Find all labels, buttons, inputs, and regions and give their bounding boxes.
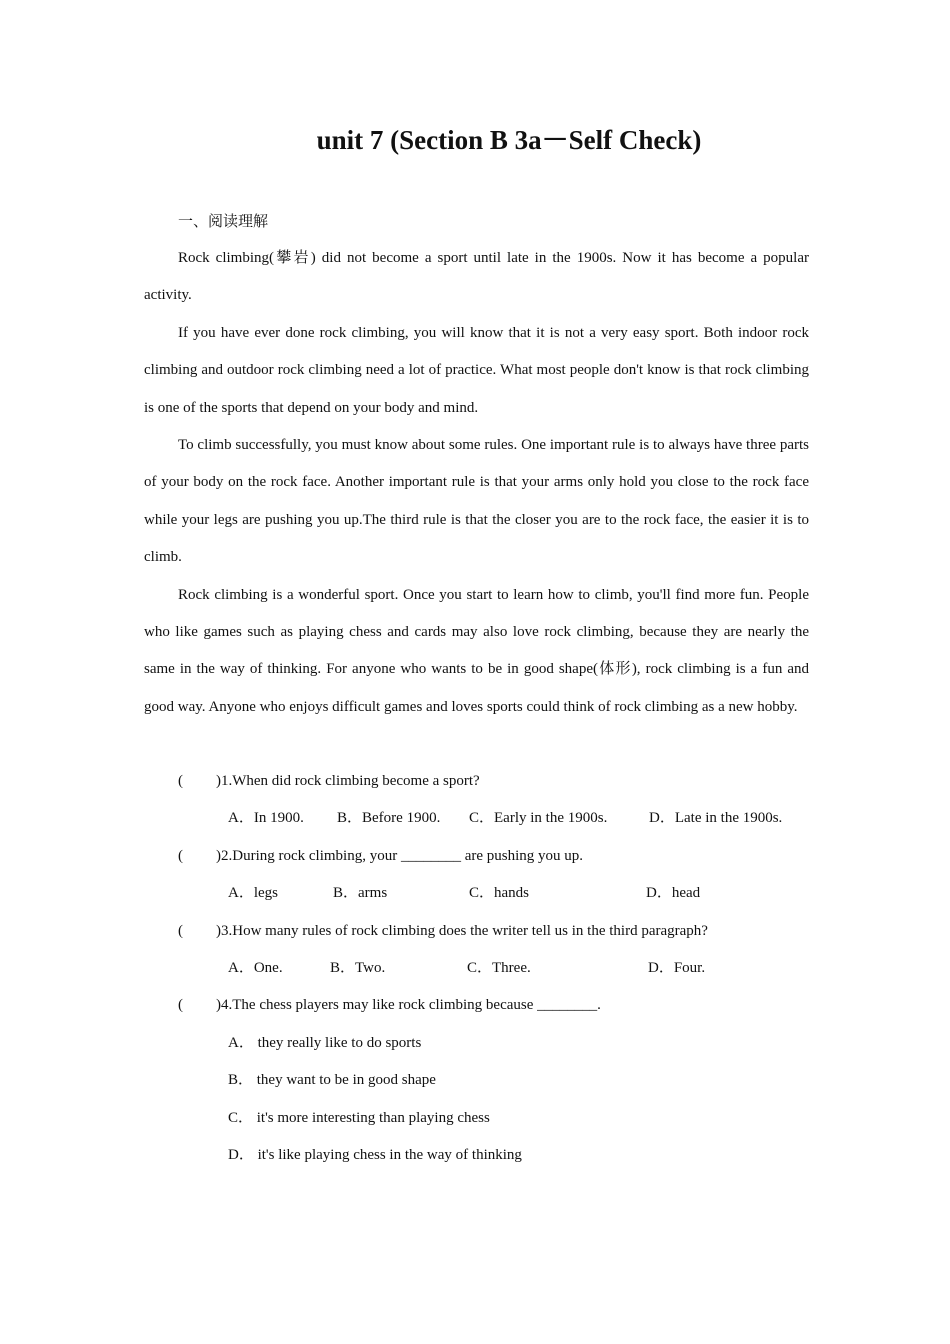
option-d: D．Four. bbox=[648, 959, 706, 976]
option-b: B．Two. bbox=[330, 959, 386, 976]
option-d: D．Late in the 1900s. bbox=[649, 810, 783, 827]
answer-blank-open: ( bbox=[178, 847, 183, 864]
option-c: C．Three. bbox=[467, 959, 531, 976]
option-b: B．arms bbox=[333, 885, 388, 902]
section-heading: 一、阅读理解 bbox=[178, 212, 269, 230]
option-c: C．Early in the 1900s. bbox=[469, 810, 608, 827]
reading-passage bbox=[144, 240, 809, 726]
question-text: )1.When did rock climbing become a sport? bbox=[216, 773, 480, 789]
option-d: D． it's like playing chess in the way of thinking bbox=[228, 1146, 522, 1163]
passage-paragraph: Rock climbing(攀岩) did not become a sport until late in the 1900s. Now it has become a popular activity. bbox=[144, 250, 809, 304]
passage-paragraph: If you have ever done rock climbing, you will know that it is not a very easy sport. Both indoor rock climbing and outdoor rock climbing need a lot of practice. What most people don't know is that rock climbing is one of the sports that depend on your body and mind. bbox=[144, 324, 809, 416]
option-d: D．head bbox=[646, 885, 701, 902]
question-2-stem bbox=[144, 838, 809, 875]
question-text: )3.How many rules of rock climbing does the writer tell us in the third paragraph? bbox=[216, 922, 708, 939]
option-b: B．Before 1900. bbox=[337, 810, 441, 827]
option-a: A．In 1900. bbox=[228, 810, 304, 827]
question-1-stem bbox=[144, 763, 809, 800]
question-list bbox=[144, 763, 809, 1174]
question-text: )2.During rock climbing, your ________ are pushing you up. bbox=[216, 847, 584, 864]
option-a: A．One. bbox=[228, 959, 283, 976]
answer-blank-open: ( bbox=[178, 922, 183, 939]
question-text: )4.The chess players may like rock climbing because ________. bbox=[216, 997, 601, 1014]
option-c: C．hands bbox=[469, 885, 530, 902]
question-3-options bbox=[144, 950, 809, 987]
option-b: B． they want to be in good shape bbox=[228, 1072, 436, 1089]
option-c: C． it's more interesting than playing chess bbox=[228, 1109, 490, 1126]
question-2-options bbox=[144, 875, 809, 912]
passage-paragraph: Rock climbing is a wonderful sport. Once you start to learn how to climb, you'll find more fun. People who like games such as playing chess and cards may also love rock climbing, because they are nearly the same in the way of thinking. For anyone who wants to be in good shape(体形), rock climbing is a fun and good way. Anyone who enjoys difficult games and loves sports could think of rock climbing as a new hobby. bbox=[144, 586, 809, 715]
question-1-options bbox=[144, 800, 809, 837]
question-3-stem bbox=[144, 913, 809, 950]
passage-paragraph: To climb successfully, you must know about some rules. One important rule is to always have three parts of your body on the rock face. Another important rule is that your arms only hold you close to the rock face while your legs are pushing you up.The third rule is that the closer you are to the rock face, the easier it is to climb. bbox=[144, 437, 809, 566]
option-a: A． they really like to do sports bbox=[228, 1034, 422, 1051]
answer-blank-open: ( bbox=[178, 773, 183, 789]
document-title: unit 7 (Section B 3a－Self Check) bbox=[316, 125, 702, 155]
question-4-stem bbox=[144, 987, 809, 1024]
answer-blank-open: ( bbox=[178, 997, 183, 1014]
option-a: A．legs bbox=[228, 885, 278, 902]
